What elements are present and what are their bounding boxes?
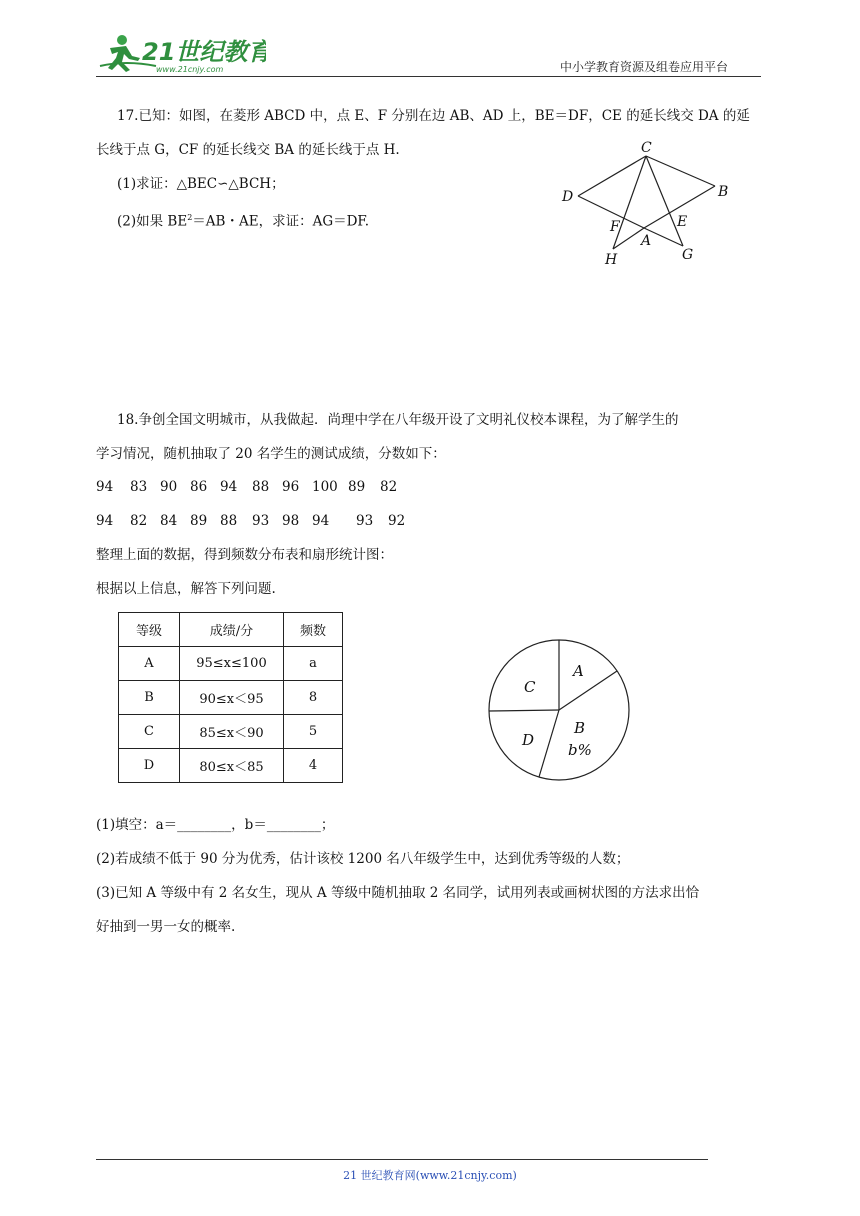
table-header-row [119, 613, 343, 647]
table-cell: 95≤x≤100 [180, 647, 284, 681]
q17-line2: 长线于点 G，CF 的延长线交 BA 的延长线于点 H. [96, 142, 400, 158]
label-D: D [562, 189, 574, 205]
q17-part1: (1)求证：△BEC∽△BCH； [117, 176, 285, 192]
rhombus-figure [555, 138, 740, 270]
pie-label-B-percent: b% [568, 741, 592, 759]
pie-divider [489, 710, 559, 711]
q17-part2: (2)如果 $BE^2=AB$・AE，求证：AG＝DF. [117, 213, 369, 230]
table-row [119, 715, 343, 749]
q18-sub1: (1)填空：a＝________，b＝________； [96, 817, 335, 833]
footer-link[interactable]: 21 世纪教育网(www.21cnjy.com) [343, 1169, 517, 1182]
pie-label-D: D [522, 731, 535, 749]
pie-label-C: C [524, 678, 536, 696]
table-cell: 80≤x＜85 [180, 749, 284, 783]
table-cell: 90≤x＜95 [180, 681, 284, 715]
table-row [119, 681, 343, 715]
table-cell: A [119, 647, 180, 681]
table-header: 频数 [284, 613, 343, 647]
q18-line1: 18.争创全国文明城市，从我做起．尚理中学在八年级开设了文明礼仪校本课程，为了解学生的 [117, 412, 679, 428]
frequency-table [118, 612, 343, 783]
pie-label-A: A [573, 662, 584, 680]
logo-main-text: 21世纪教育 [142, 38, 266, 66]
footer-divider [96, 1159, 708, 1160]
label-A: A [641, 233, 652, 249]
label-H: H [605, 252, 618, 268]
header-divider [96, 76, 761, 77]
logo-sub-text: www.21cnjy.com [156, 65, 224, 74]
table-row [119, 749, 343, 783]
table-cell: 5 [284, 715, 343, 749]
q17-line1: 17.已知：如图，在菱形 ABCD 中，点 E、F 分别在边 AB、AD 上，BE＝DF，CE 的延长线交 DA 的延 [117, 108, 750, 124]
pie-label-B: B [574, 719, 586, 737]
q18-info: 根据以上信息，解答下列问题. [96, 581, 276, 597]
label-C: C [641, 140, 652, 156]
table-header: 成绩/分 [180, 613, 284, 647]
q18-line2: 学习情况，随机抽取了 20 名学生的测试成绩，分数如下： [96, 446, 446, 462]
pie-chart [485, 636, 635, 786]
q18-sub2: (2)若成绩不低于 90 分为优秀，估计该校 1200 名八年级学生中，达到优秀等级的人数； [96, 851, 630, 867]
q18-organize: 整理上面的数据，得到频数分布表和扇形统计图： [96, 547, 393, 563]
pie-divider [539, 710, 559, 777]
label-B: B [718, 184, 729, 200]
table-cell: C [119, 715, 180, 749]
table-cell: 8 [284, 681, 343, 715]
label-G: G [682, 247, 694, 263]
q18-sub3-line2: 好抽到一男一女的概率. [96, 919, 236, 935]
runner-logo-icon [96, 30, 266, 76]
logo [96, 30, 266, 76]
table-cell: D [119, 749, 180, 783]
table-cell: a [284, 647, 343, 681]
table-cell: B [119, 681, 180, 715]
q18-sub3-line1: (3)已知 A 等级中有 2 名女生，现从 A 等级中随机抽取 2 名同学，试用列表或画树状图的方法求出恰 [96, 885, 700, 901]
label-F: F [610, 219, 620, 235]
table-cell: 4 [284, 749, 343, 783]
table-row [119, 647, 343, 681]
table-header: 等级 [119, 613, 180, 647]
pie-divider [559, 671, 617, 710]
label-E: E [677, 214, 688, 230]
platform-name: 中小学教育资源及组卷应用平台 [560, 60, 729, 74]
table-cell: 85≤x＜90 [180, 715, 284, 749]
